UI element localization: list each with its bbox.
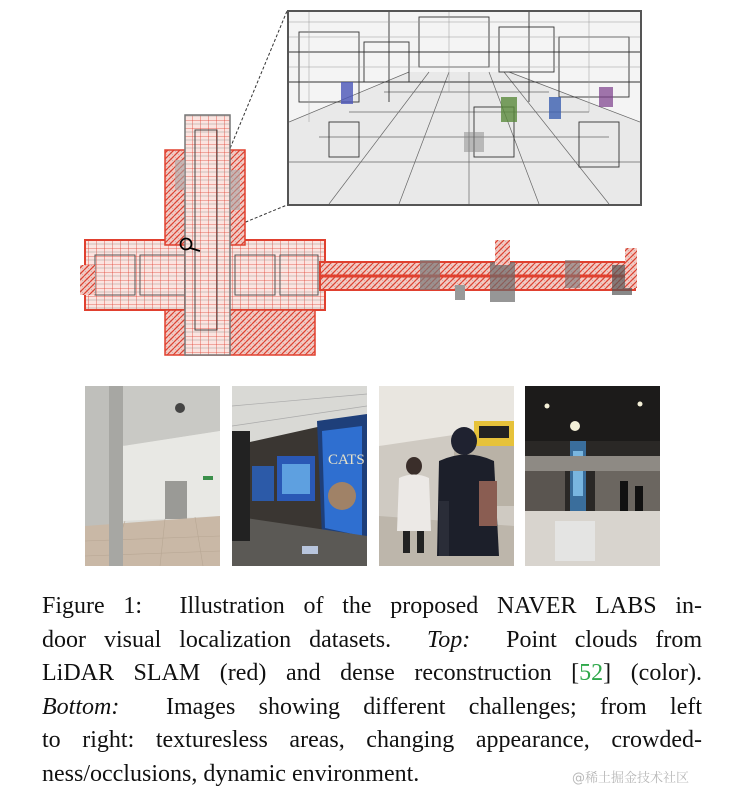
caption-bottom-label: Bottom: <box>42 693 120 720</box>
figure-label: Figure 1: <box>42 593 143 619</box>
point-cloud-map <box>0 0 730 375</box>
photo-dynamic-environment <box>525 386 660 566</box>
caption-line-1: Figure 1: Illustration of the proposed NAVER LABS in- <box>42 593 702 619</box>
photo-changing-appearance <box>232 386 367 566</box>
caption-line-4: Bottom: Images showing different challenges; from left <box>42 693 703 720</box>
caption-top-label: Top: <box>427 626 471 653</box>
poster-title: CATS <box>328 452 365 468</box>
dense-reconstruction-svg <box>289 12 640 204</box>
caption-line-3: LiDAR SLAM (red) and dense reconstruction [52] (color). <box>42 660 702 686</box>
map-east-corridor <box>320 240 637 302</box>
watermark: @稀土掘金技术社区 <box>572 771 690 786</box>
challenge-photos <box>85 386 660 566</box>
caption-line-6: ness/occlusions, dynamic environment. <box>42 760 420 787</box>
citation-link[interactable]: 52 <box>579 660 604 686</box>
photo-textureless-area <box>85 386 220 566</box>
caption-line-2: door visual localization datasets. Top: Point clouds from <box>42 626 703 653</box>
figure-caption <box>42 590 702 791</box>
photo-crowdedness <box>379 386 514 566</box>
caption-line-5: to right: texturesless areas, changing appearance, crowded- <box>42 727 702 753</box>
dense-reconstruction-inset <box>287 10 642 206</box>
